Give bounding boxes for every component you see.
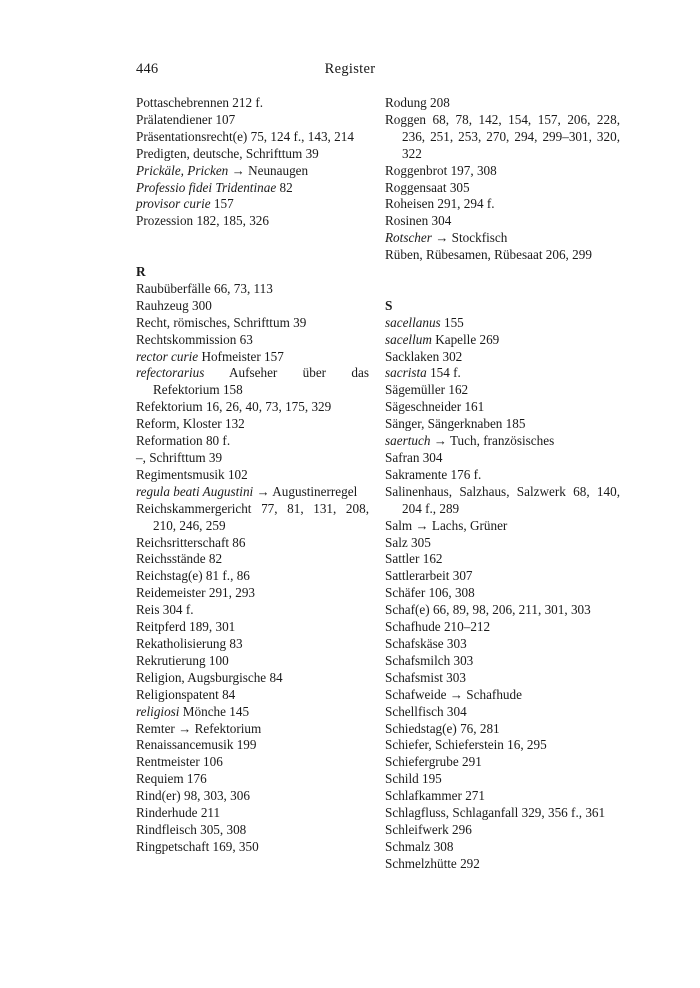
index-entry [136,602,369,619]
index-entry-term: refectorarius [136,365,205,381]
index-entry [385,416,620,433]
index-entry [385,196,620,213]
index-entry-text: 154 f. [426,365,461,381]
index-entry-text: Prälatendiener 107 [136,111,236,127]
index-entry-text: Rindfleisch 305, 308 [136,821,247,837]
index-entry [385,551,620,568]
index-entry [385,247,620,264]
index-entry-text: Safran 304 [385,450,443,466]
index-entry-text: Präsentationsrecht(e) 75, 124 f., 143, 214 [136,128,354,144]
index-entry-text: Roggensaat 305 [385,179,470,195]
index-entry-text: Aufseher über das Refektorium 158 [153,365,369,398]
index-entry-text: Raubüberfälle 66, 73, 113 [136,280,273,296]
index-entry-text: Predigten, deutsche, Schrifttum 39 [136,145,319,161]
index-entry [385,568,620,585]
index-entry-text: Reichsstände 82 [136,551,223,567]
index-entry [136,501,369,535]
index-entry [136,653,369,670]
index-entry [136,737,369,754]
index-entry-text: Schmalz 308 [385,838,454,854]
index-entry-text: –, Schrifttum 39 [136,450,223,466]
index-entry [136,213,369,230]
index-entry [136,112,369,129]
index-entry-text: Reichsritterschaft 86 [136,534,246,550]
index-entry-text: Mönche 145 [179,703,250,719]
running-head: Register [324,61,376,77]
index-entry-text: Reichstag(e) 81 f., 86 [136,568,250,584]
index-entry-text: Schafsmilch 303 [385,652,474,668]
index-entry-text: Schlafkammer 271 [385,788,485,804]
index-entry [385,602,620,619]
index-entry-term: Rotscher [385,230,432,246]
index-entry [385,467,620,484]
index-entry-text: Rekrutierung 100 [136,652,229,668]
index-entry-text: Schiefer, Schieferstein 16, 295 [385,737,547,753]
index-entry [136,365,369,399]
index-entry [136,399,369,416]
index-entry-text: → Augustinerregel [253,483,358,499]
index-entry [136,180,369,197]
index-entry-text: Sattler 162 [385,551,443,567]
index-entry-text: Salinenhaus, Salzhaus, Salzwerk 68, 140, 204 f., 289 [385,483,620,516]
index-entry [385,737,620,754]
index-entry [385,535,620,552]
index-entry [385,670,620,687]
index-entry [385,822,620,839]
index-entry [136,129,369,146]
index-entry-text: 157 [210,196,234,212]
index-entry [385,856,620,873]
index-entry-text: Sägemüller 162 [385,382,469,398]
index-entry-term: rector curie [136,348,199,364]
index-entry [136,467,369,484]
index-entry [136,839,369,856]
index-entry-text: Recht, römisches, Schrifttum 39 [136,314,307,330]
index-entry-text: Reidemeister 291, 293 [136,585,256,601]
index-entry-text: Schaf(e) 66, 89, 98, 206, 211, 301, 303 [385,602,591,618]
index-entry-text: Salz 305 [385,534,431,550]
index-entry [385,349,620,366]
index-entry-text: Reformation 80 f. [136,433,231,449]
index-entry [136,95,369,112]
index-entry-text: Schiefergrube 291 [385,754,482,770]
index-entry [136,788,369,805]
index-entry [385,585,620,602]
section-gap [136,230,369,264]
index-entry-text: Schild 195 [385,771,442,787]
index-entry [136,332,369,349]
index-entry-text: Rauhzeug 300 [136,297,212,313]
index-entry [136,535,369,552]
index-entry-text: Roggenbrot 197, 308 [385,162,497,178]
section-letter: R [136,264,146,280]
index-entry-text: → Tuch, französisches [430,433,555,449]
index-entry [136,450,369,467]
index-entry [385,653,620,670]
index-entry-text: Prozession 182, 185, 326 [136,213,269,229]
index-entry-text: Roheisen 291, 294 f. [385,196,495,212]
index-entry [385,771,620,788]
index-entry [136,754,369,771]
index-entry [385,839,620,856]
index-entry-term: religiosi [136,703,180,719]
index-entry-text: Schmelzhütte 292 [385,855,480,871]
index-entry-text: Schleifwerk 296 [385,821,472,837]
index-entry [136,551,369,568]
index-entry [136,721,369,738]
index-entry [136,433,369,450]
index-entry [385,704,620,721]
index-entry [136,822,369,839]
index-entry-text: 155 [440,314,464,330]
index-entry [136,805,369,822]
index-entry-text: Schäfer 106, 308 [385,585,475,601]
index-entry-text: Schiedstag(e) 76, 281 [385,720,500,736]
index-entry-term: saertuch [385,433,431,449]
index-entry-text: Ringpetschaft 169, 350 [136,838,259,854]
index-entry [136,484,369,501]
index-entry [136,315,369,332]
index-entry [136,349,369,366]
index-entry-text: → Stockfisch [431,230,508,246]
section-gap [385,264,620,298]
index-entry [136,196,369,213]
index-entry-text: Schafweide → Schafhude [385,686,522,702]
index-entry-text: Schafskäse 303 [385,635,467,651]
index-entry-term: Professio fidei Tridentinae [136,179,277,195]
index-entry [385,805,620,822]
index-entry-text: Rechtskommission 63 [136,331,253,347]
index-entry-term: regula beati Augustini [136,483,254,499]
index-entry [136,163,369,180]
index-entry-text: Reis 304 f. [136,602,194,618]
index-entry [385,484,620,518]
index-entry [385,180,620,197]
index-entry-text: Pottaschebrennen 212 f. [136,95,264,110]
index-entry-text: Salm → Lachs, Grüner [385,517,508,533]
index-entry-term: sacellum [385,331,432,347]
index-entry-text: Sattlerarbeit 307 [385,568,473,584]
index-entry-text: Rinderhude 211 [136,805,221,821]
index-entry [136,619,369,636]
index-entry [385,450,620,467]
index-entry [385,399,620,416]
index-entry-text: Sänger, Sängerknaben 185 [385,416,526,432]
index-entry [385,332,620,349]
index-entry [385,687,620,704]
index-entry [136,585,369,602]
index-entry-text: Religion, Augsburgische 84 [136,669,283,685]
section-letter: S [385,297,393,313]
index-column-left [136,95,369,856]
index-entry [385,112,620,163]
index-entry-text: Requiem 176 [136,771,207,787]
index-entry-term: sacellanus [385,314,441,330]
index-entry-term: provisor curie [136,196,211,212]
index-entry-text: Reform, Kloster 132 [136,416,245,432]
page-number: 446 [136,61,159,77]
index-entry [136,704,369,721]
index-entry-text: Rodung 208 [385,95,450,110]
index-entry-text: Refektorium 16, 26, 40, 73, 175, 329 [136,399,332,415]
index-entry-text: Religionspatent 84 [136,686,236,702]
index-entry-text: Schellfisch 304 [385,703,467,719]
index-entry [385,365,620,382]
index-entry-text: Renaissancemusik 199 [136,737,257,753]
index-entry-text: Rentmeister 106 [136,754,223,770]
index-entry-text: Rüben, Rübesamen, Rübesaat 206, 299 [385,247,592,263]
index-entry-text: Rind(er) 98, 303, 306 [136,788,250,804]
index-entry-text: 82 [276,179,293,195]
index-entry [136,416,369,433]
index-entry [136,670,369,687]
index-entry-text: Schlagfluss, Schlaganfall 329, 356 f., 361 [385,805,606,821]
index-entry [136,687,369,704]
index-entry [136,568,369,585]
index-entry [385,230,620,247]
index-entry [136,636,369,653]
index-column-right [385,95,620,873]
index-entry-text: Roggen 68, 78, 142, 154, 157, 206, 228, 236, 251, 253, 270, 294, 299–301, 320, 322 [385,111,620,161]
index-entry [385,163,620,180]
index-entry [385,636,620,653]
index-entry-text: Remter → Refektorium [136,720,262,736]
index-entry-term: sacrista [385,365,427,381]
index-entry [136,146,369,163]
index-entry [136,298,369,315]
index-entry [385,382,620,399]
index-entry-term: Prickäle, Pricken [136,162,229,178]
index-entry-text: Reitpferd 189, 301 [136,619,236,635]
index-entry-text: Sacklaken 302 [385,348,463,364]
index-entry-text: → Neunaugen [228,162,309,178]
index-entry [385,95,620,112]
index-entry-text: Schafsmist 303 [385,669,466,685]
index-entry-text: Sägeschneider 161 [385,399,485,415]
index-entry [385,433,620,450]
index-entry-text: Hofmeister 157 [198,348,284,364]
index-entry [385,788,620,805]
index-entry [385,721,620,738]
index-entry [136,771,369,788]
index-entry-text: Regimentsmusik 102 [136,466,248,482]
index-entry [385,754,620,771]
index-entry [136,281,369,298]
index-entry [385,213,620,230]
index-entry-text: Reichskammergericht 77, 81, 131, 208, 210, 246, 259 [136,500,369,533]
index-entry [385,315,620,332]
index-entry-text: Sakramente 176 f. [385,466,482,482]
index-entry-text: Rekatholisierung 83 [136,635,243,651]
index-entry-text: Kapelle 269 [431,331,500,347]
index-entry [385,518,620,535]
index-entry [385,619,620,636]
index-entry-text: Schafhude 210–212 [385,619,491,635]
index-entry-text: Rosinen 304 [385,213,452,229]
